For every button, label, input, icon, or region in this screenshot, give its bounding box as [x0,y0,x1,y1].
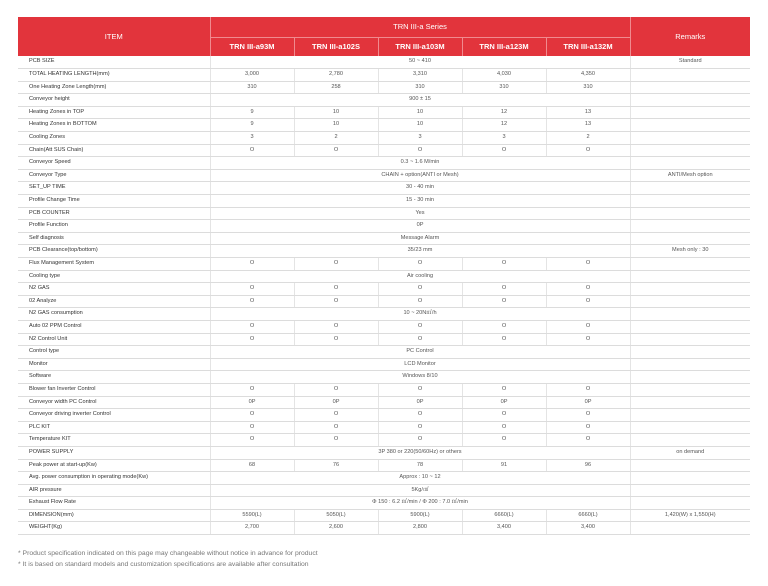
model-value: 6660(L) [546,509,630,522]
model-value: O [378,283,462,296]
table-row [18,409,750,422]
model-value: 0P [462,396,546,409]
model-value: O [546,283,630,296]
row-label: Peak power at start-up(Kw) [18,459,210,472]
remark-cell [630,270,750,283]
remark-cell: ANTI/Mesh option [630,169,750,182]
model-value: 3 [378,132,462,145]
model-value: O [378,258,462,271]
spec-table-body [18,56,750,535]
model-value: 78 [378,459,462,472]
spanned-value: 35/23 mm [210,245,630,258]
model-value: O [210,383,294,396]
spec-table [18,17,750,535]
table-row [18,195,750,208]
model-value: 68 [210,459,294,472]
model-value: O [210,434,294,447]
row-label: DIMENSION(mm) [18,509,210,522]
remark-cell [630,497,750,510]
table-row [18,320,750,333]
model-value: 76 [294,459,378,472]
spanned-value: Air cooling [210,270,630,283]
remark-cell: on demand [630,446,750,459]
model-value: O [294,144,378,157]
spanned-value: Φ 150 : 6.2 ㎥/min / Φ 200 : 7.0 ㎥/min [210,497,630,510]
row-label: Avg. power consumption in operating mode(Kw) [18,472,210,485]
row-label: Conveyor width PC Control [18,396,210,409]
remark-cell [630,459,750,472]
table-row [18,94,750,107]
model-header: TRN III-a93M [210,37,294,56]
model-header: TRN III-a123M [462,37,546,56]
table-row [18,207,750,220]
row-label: PCB Clearance(top/bottom) [18,245,210,258]
row-label: Profile Function [18,220,210,233]
model-value: O [210,144,294,157]
model-value: O [546,434,630,447]
remark-cell [630,94,750,107]
row-label: 02 Analyze [18,295,210,308]
spanned-value: 0P [210,220,630,233]
model-value: O [378,383,462,396]
row-label: Monitor [18,358,210,371]
model-value: O [546,421,630,434]
row-label: Conveyor driving inverter Control [18,409,210,422]
table-row [18,472,750,485]
row-label: PCB SIZE [18,56,210,69]
model-value: O [294,434,378,447]
remark-cell [630,472,750,485]
remark-cell: Mesh only : 30 [630,245,750,258]
remark-cell: 1,420(W) x 1,550(H) [630,509,750,522]
footnote: * Product specification indicated on this page may changeable without notice in advance for product [18,550,318,557]
model-value: O [210,295,294,308]
table-row [18,232,750,245]
table-row [18,446,750,459]
model-value: 2,780 [294,69,378,82]
model-value: O [462,295,546,308]
table-row [18,346,750,359]
spanned-value: CHAIN + option(ANTI or Mesh) [210,169,630,182]
model-value: O [546,258,630,271]
row-label: Software [18,371,210,384]
row-label: One Heating Zone Length(mm) [18,81,210,94]
row-label: Blower fan Inverter Control [18,383,210,396]
model-value: 0P [378,396,462,409]
model-value: O [294,320,378,333]
model-value: 91 [462,459,546,472]
model-value: 5050(L) [294,509,378,522]
row-label: Exhaust Flow Rate [18,497,210,510]
model-value: 2,800 [378,522,462,535]
model-value: 310 [546,81,630,94]
table-row [18,383,750,396]
table-row [18,270,750,283]
table-row [18,106,750,119]
spec-table-header [18,17,750,56]
model-value: 3,000 [210,69,294,82]
table-row [18,169,750,182]
series-header: TRN III-a Series [210,17,630,37]
model-value: O [378,144,462,157]
model-value: 2 [546,132,630,145]
model-value: 10 [294,119,378,132]
model-value: 6660(L) [462,509,546,522]
remark-cell [630,396,750,409]
model-value: 0P [546,396,630,409]
remark-cell [630,484,750,497]
model-value: O [210,320,294,333]
table-row [18,308,750,321]
row-label: WEIGHT(Kg) [18,522,210,535]
remark-cell [630,220,750,233]
table-row [18,144,750,157]
model-value: 258 [294,81,378,94]
row-label: Chain(Att SUS Chain) [18,144,210,157]
model-header: TRN III-a103M [378,37,462,56]
model-value: 10 [294,106,378,119]
model-value: 3 [462,132,546,145]
model-value: O [462,434,546,447]
model-header: TRN III-a132M [546,37,630,56]
model-value: 2,700 [210,522,294,535]
table-row [18,119,750,132]
model-value: 2 [294,132,378,145]
model-value: 3,400 [546,522,630,535]
model-value: 310 [210,81,294,94]
model-value: O [462,409,546,422]
model-value: 3 [210,132,294,145]
model-value: O [462,258,546,271]
remark-cell [630,522,750,535]
spanned-value: Windows 8/10 [210,371,630,384]
remark-cell [630,409,750,422]
model-value: 310 [378,81,462,94]
spanned-value: PC Control [210,346,630,359]
model-value: O [378,320,462,333]
table-row [18,421,750,434]
table-row [18,220,750,233]
spanned-value: 3P 380 or 220(50/60Hz) or others [210,446,630,459]
row-label: Heating Zones in BOTTOM [18,119,210,132]
remark-cell [630,421,750,434]
model-value: 96 [546,459,630,472]
model-value: O [210,409,294,422]
row-label: Cooling Zones [18,132,210,145]
model-value: 310 [462,81,546,94]
table-row [18,295,750,308]
model-value: 5900(L) [378,509,462,522]
footnotes [18,548,318,570]
model-value: 10 [378,119,462,132]
model-value: O [546,383,630,396]
remark-cell [630,144,750,157]
model-value: O [546,409,630,422]
model-value: 12 [462,106,546,119]
model-value: 4,030 [462,69,546,82]
model-value: O [294,333,378,346]
model-value: O [546,295,630,308]
model-value: 9 [210,119,294,132]
table-row [18,157,750,170]
remark-cell [630,132,750,145]
model-value: 0P [210,396,294,409]
model-value: O [378,421,462,434]
row-label: Heating Zones in TOP [18,106,210,119]
spanned-value: 5Kg/㎠ [210,484,630,497]
spanned-value: Message Alarm [210,232,630,245]
model-value: 0P [294,396,378,409]
remark-cell [630,182,750,195]
table-row [18,56,750,69]
table-row [18,509,750,522]
table-row [18,69,750,82]
model-value: O [378,409,462,422]
model-value: O [294,421,378,434]
remark-cell [630,346,750,359]
model-value: O [378,333,462,346]
row-label: PCB COUNTER [18,207,210,220]
table-row [18,522,750,535]
remark-cell [630,295,750,308]
model-value: 13 [546,119,630,132]
table-row [18,371,750,384]
model-value: 9 [210,106,294,119]
model-value: O [546,320,630,333]
row-label: TOTAL HEATING LENGTH(mm) [18,69,210,82]
remark-cell [630,434,750,447]
model-value: O [294,283,378,296]
row-label: Flux Management System [18,258,210,271]
spanned-value: 30 - 40 min [210,182,630,195]
row-label: PLC KIT [18,421,210,434]
footnote: * It is based on standard models and customization specifications are available after consultation [18,561,309,568]
model-value: O [294,383,378,396]
model-value: O [378,434,462,447]
remark-cell [630,333,750,346]
model-value: O [294,295,378,308]
row-label: Profile Change Time [18,195,210,208]
model-value: O [462,383,546,396]
remark-cell [630,69,750,82]
remark-cell [630,283,750,296]
model-value: O [294,409,378,422]
spanned-value: 15 - 30 min [210,195,630,208]
table-row [18,434,750,447]
model-value: O [462,320,546,333]
table-row [18,459,750,472]
table-row [18,182,750,195]
row-label: Control type [18,346,210,359]
remark-cell [630,195,750,208]
model-value: 4,350 [546,69,630,82]
row-label: Self diagnosis [18,232,210,245]
model-value: 5590(L) [210,509,294,522]
row-label: POWER SUPPLY [18,446,210,459]
remark-cell [630,207,750,220]
remark-cell [630,232,750,245]
table-row [18,283,750,296]
spanned-value: 50 ~ 410 [210,56,630,69]
row-label: Temperature KIT [18,434,210,447]
spanned-value: LCD Monitor [210,358,630,371]
row-label: N2 GAS [18,283,210,296]
row-label: Conveyor Type [18,169,210,182]
spanned-value: Yes [210,207,630,220]
remark-cell [630,157,750,170]
model-value: O [462,283,546,296]
row-label: N2 Control Unit [18,333,210,346]
remark-cell [630,308,750,321]
table-row [18,358,750,371]
table-row [18,396,750,409]
remark-cell [630,371,750,384]
table-row [18,245,750,258]
table-row [18,132,750,145]
model-value: O [210,283,294,296]
model-value: O [210,258,294,271]
model-value: 2,600 [294,522,378,535]
model-value: O [462,144,546,157]
table-row [18,484,750,497]
model-value: 3,310 [378,69,462,82]
model-header: TRN III-a102S [294,37,378,56]
model-value: O [462,421,546,434]
row-label: Auto 02 PPM Control [18,320,210,333]
model-value: O [462,333,546,346]
spanned-value: 900 ± 15 [210,94,630,107]
row-label: N2 GAS consumption [18,308,210,321]
model-value: 12 [462,119,546,132]
table-row [18,497,750,510]
remark-cell [630,383,750,396]
model-value: O [378,295,462,308]
spanned-value: 10 ~ 20N㎥/h [210,308,630,321]
row-label: AIR pressure [18,484,210,497]
model-value: O [210,421,294,434]
remark-cell [630,320,750,333]
table-row [18,333,750,346]
table-row [18,81,750,94]
row-label: Cooling type [18,270,210,283]
remarks-header: Remarks [630,17,750,56]
row-label: SET_UP TIME [18,182,210,195]
remark-cell [630,258,750,271]
row-label: Conveyor height [18,94,210,107]
model-value: O [294,258,378,271]
model-value: 10 [378,106,462,119]
spanned-value: Approx : 10 ~ 12 [210,472,630,485]
row-label: Conveyor Speed [18,157,210,170]
table-row [18,258,750,271]
item-header: ITEM [18,17,210,56]
remark-cell: Standard [630,56,750,69]
remark-cell [630,358,750,371]
remark-cell [630,119,750,132]
model-value: 13 [546,106,630,119]
model-value: O [210,333,294,346]
remark-cell [630,106,750,119]
remark-cell [630,81,750,94]
model-value: O [546,144,630,157]
spanned-value: 0.3 ~ 1.6 M/min [210,157,630,170]
model-value: O [546,333,630,346]
model-value: 3,400 [462,522,546,535]
